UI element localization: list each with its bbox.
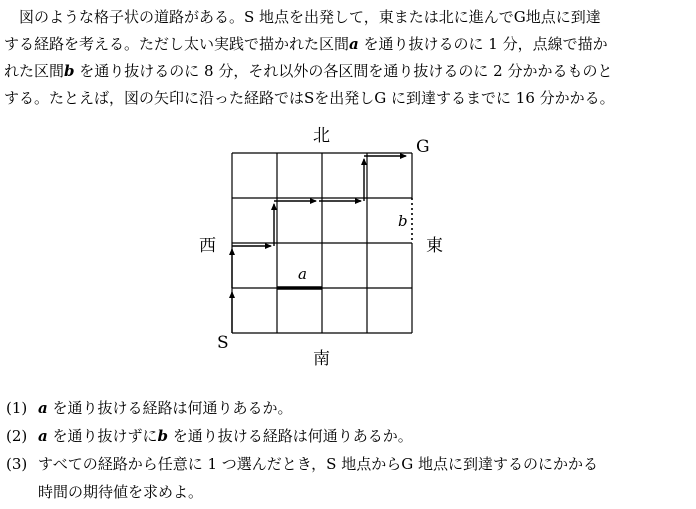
label-east: 東	[426, 236, 443, 256]
label-south: 南	[313, 349, 330, 369]
question-3: (3) すべての経路から任意に 1 つ選んだとき，S 地点からG 地点に到達するのにかかる	[6, 455, 598, 473]
label-start-s: S	[217, 333, 229, 353]
statement-line-1: 図のような格子状の道路がある。S 地点を出発して，東または北に進んでG地点に到達	[19, 8, 601, 26]
var-a: a	[349, 35, 359, 53]
statement-line-4: する。たとえば，図の矢印に沿った経路ではSを出発しG に到達するまでに 16 分かかる。	[4, 89, 615, 107]
statement-line-2: する経路を考える。ただし太い実践で描かれた区間a を通り抜けるのに 1 分，点線で描か	[4, 35, 608, 53]
grid-lines	[232, 153, 412, 333]
label-west: 西	[199, 236, 216, 256]
question-2: (2) a を通り抜けずにb を通り抜ける経路は何通りあるか。	[6, 427, 413, 445]
label-goal-g: G	[416, 137, 430, 157]
statement-line-3: れた区間b を通り抜けるのに 8 分，それ以外の各区間を通り抜けるのに 2 分かかるものと	[4, 62, 613, 80]
label-b: b	[398, 212, 408, 230]
var-b: b	[64, 62, 75, 80]
question-3-continued: 時間の期待値を求めよ。	[38, 483, 204, 501]
label-a: a	[298, 265, 307, 283]
label-north: 北	[313, 126, 330, 146]
example-route	[232, 156, 406, 333]
question-1: (1) a を通り抜ける経路は何通りあるか。	[6, 399, 293, 417]
